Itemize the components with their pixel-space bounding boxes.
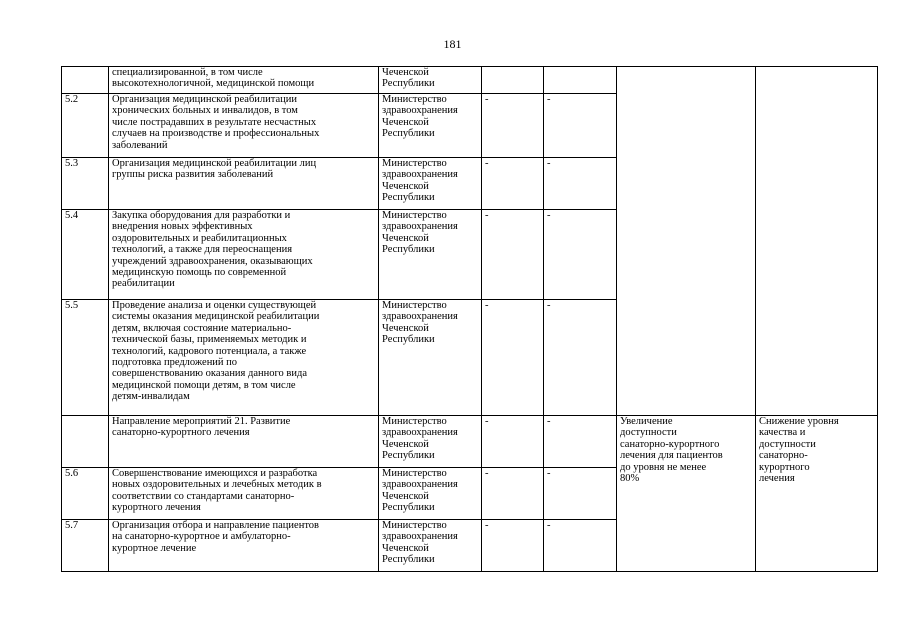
activity-title: Организация медицинской реабилитации лиц группы риска развития заболеваний (109, 158, 379, 210)
deadline-start: - (482, 520, 544, 572)
program-activities-table (61, 66, 878, 572)
row-number: 5.3 (62, 158, 109, 210)
consequence-cell: Снижение уровня качества и доступности санаторно- курортного лечения (756, 416, 878, 572)
activity-title: специализированной, в том числе высокотехнологичной, медицинской помощи (109, 67, 379, 94)
consequence-empty-cell (756, 67, 878, 416)
row-number: 5.2 (62, 94, 109, 158)
deadline-start: - (482, 300, 544, 416)
activity-title: Направление мероприятий 21. Развитие санаторно-курортного лечения (109, 416, 379, 468)
responsible-executor: Министерство здравоохранения Чеченской Республики (379, 158, 482, 210)
deadline-end: - (544, 416, 617, 468)
activity-title: Проведение анализа и оценки существующей системы оказания медицинской реабилитации детям, включая состояние материально- технической базы, применяемых методик и технологий, кадрового потенциала, а также подготовка предложений по совершенствованию оказания данного вида медицинской помощи детям, в том числе детям-инвалидам (109, 300, 379, 416)
deadline-start: - (482, 416, 544, 468)
row-number (62, 416, 109, 468)
deadline-end: - (544, 158, 617, 210)
activity-title: Организация медицинской реабилитации хронических больных и инвалидов, в том числе пострадавших в результате несчастных случаев на производстве и профессиональных заболеваний (109, 94, 379, 158)
deadline-start: - (482, 468, 544, 520)
activity-title: Закупка оборудования для разработки и внедрения новых эффективных оздоровительных и реабилитационных технологий, а также для переоснащения учреждений здравоохранения, оказывающих медицинскую помощь по современной реабилитации (109, 210, 379, 300)
responsible-executor: Министерство здравоохранения Чеченской Республики (379, 468, 482, 520)
responsible-executor: Министерство здравоохранения Чеченской Республики (379, 300, 482, 416)
row-number: 5.4 (62, 210, 109, 300)
responsible-executor: Министерство здравоохранения Чеченской Республики (379, 94, 482, 158)
row-number: 5.7 (62, 520, 109, 572)
result-empty-cell (617, 67, 756, 416)
deadline-start (482, 67, 544, 94)
activity-title: Организация отбора и направление пациентов на санаторно-курортное и амбулаторно- курортное лечение (109, 520, 379, 572)
deadline-end (544, 67, 617, 94)
expected-result-cell: Увеличение доступности санаторно-курортного лечения для пациентов до уровня не менее 80% (617, 416, 756, 572)
deadline-end: - (544, 94, 617, 158)
activity-title: Совершенствование имеющихся и разработка новых оздоровительных и лечебных методик в соответствии со стандартами санаторно- курортного лечения (109, 468, 379, 520)
deadline-end: - (544, 210, 617, 300)
responsible-executor: Министерство здравоохранения Чеченской Республики (379, 520, 482, 572)
responsible-executor: Чеченской Республики (379, 67, 482, 94)
row-number: 5.5 (62, 300, 109, 416)
deadline-start: - (482, 158, 544, 210)
row-number: 5.6 (62, 468, 109, 520)
deadline-end: - (544, 468, 617, 520)
deadline-end: - (544, 300, 617, 416)
page-number: 181 (443, 37, 462, 51)
table-row (62, 416, 878, 468)
table-row (62, 67, 878, 94)
row-number (62, 67, 109, 94)
deadline-start: - (482, 210, 544, 300)
deadline-start: - (482, 94, 544, 158)
responsible-executor: Министерство здравоохранения Чеченской Республики (379, 210, 482, 300)
responsible-executor: Министерство здравоохранения Чеченской Республики (379, 416, 482, 468)
deadline-end: - (544, 520, 617, 572)
